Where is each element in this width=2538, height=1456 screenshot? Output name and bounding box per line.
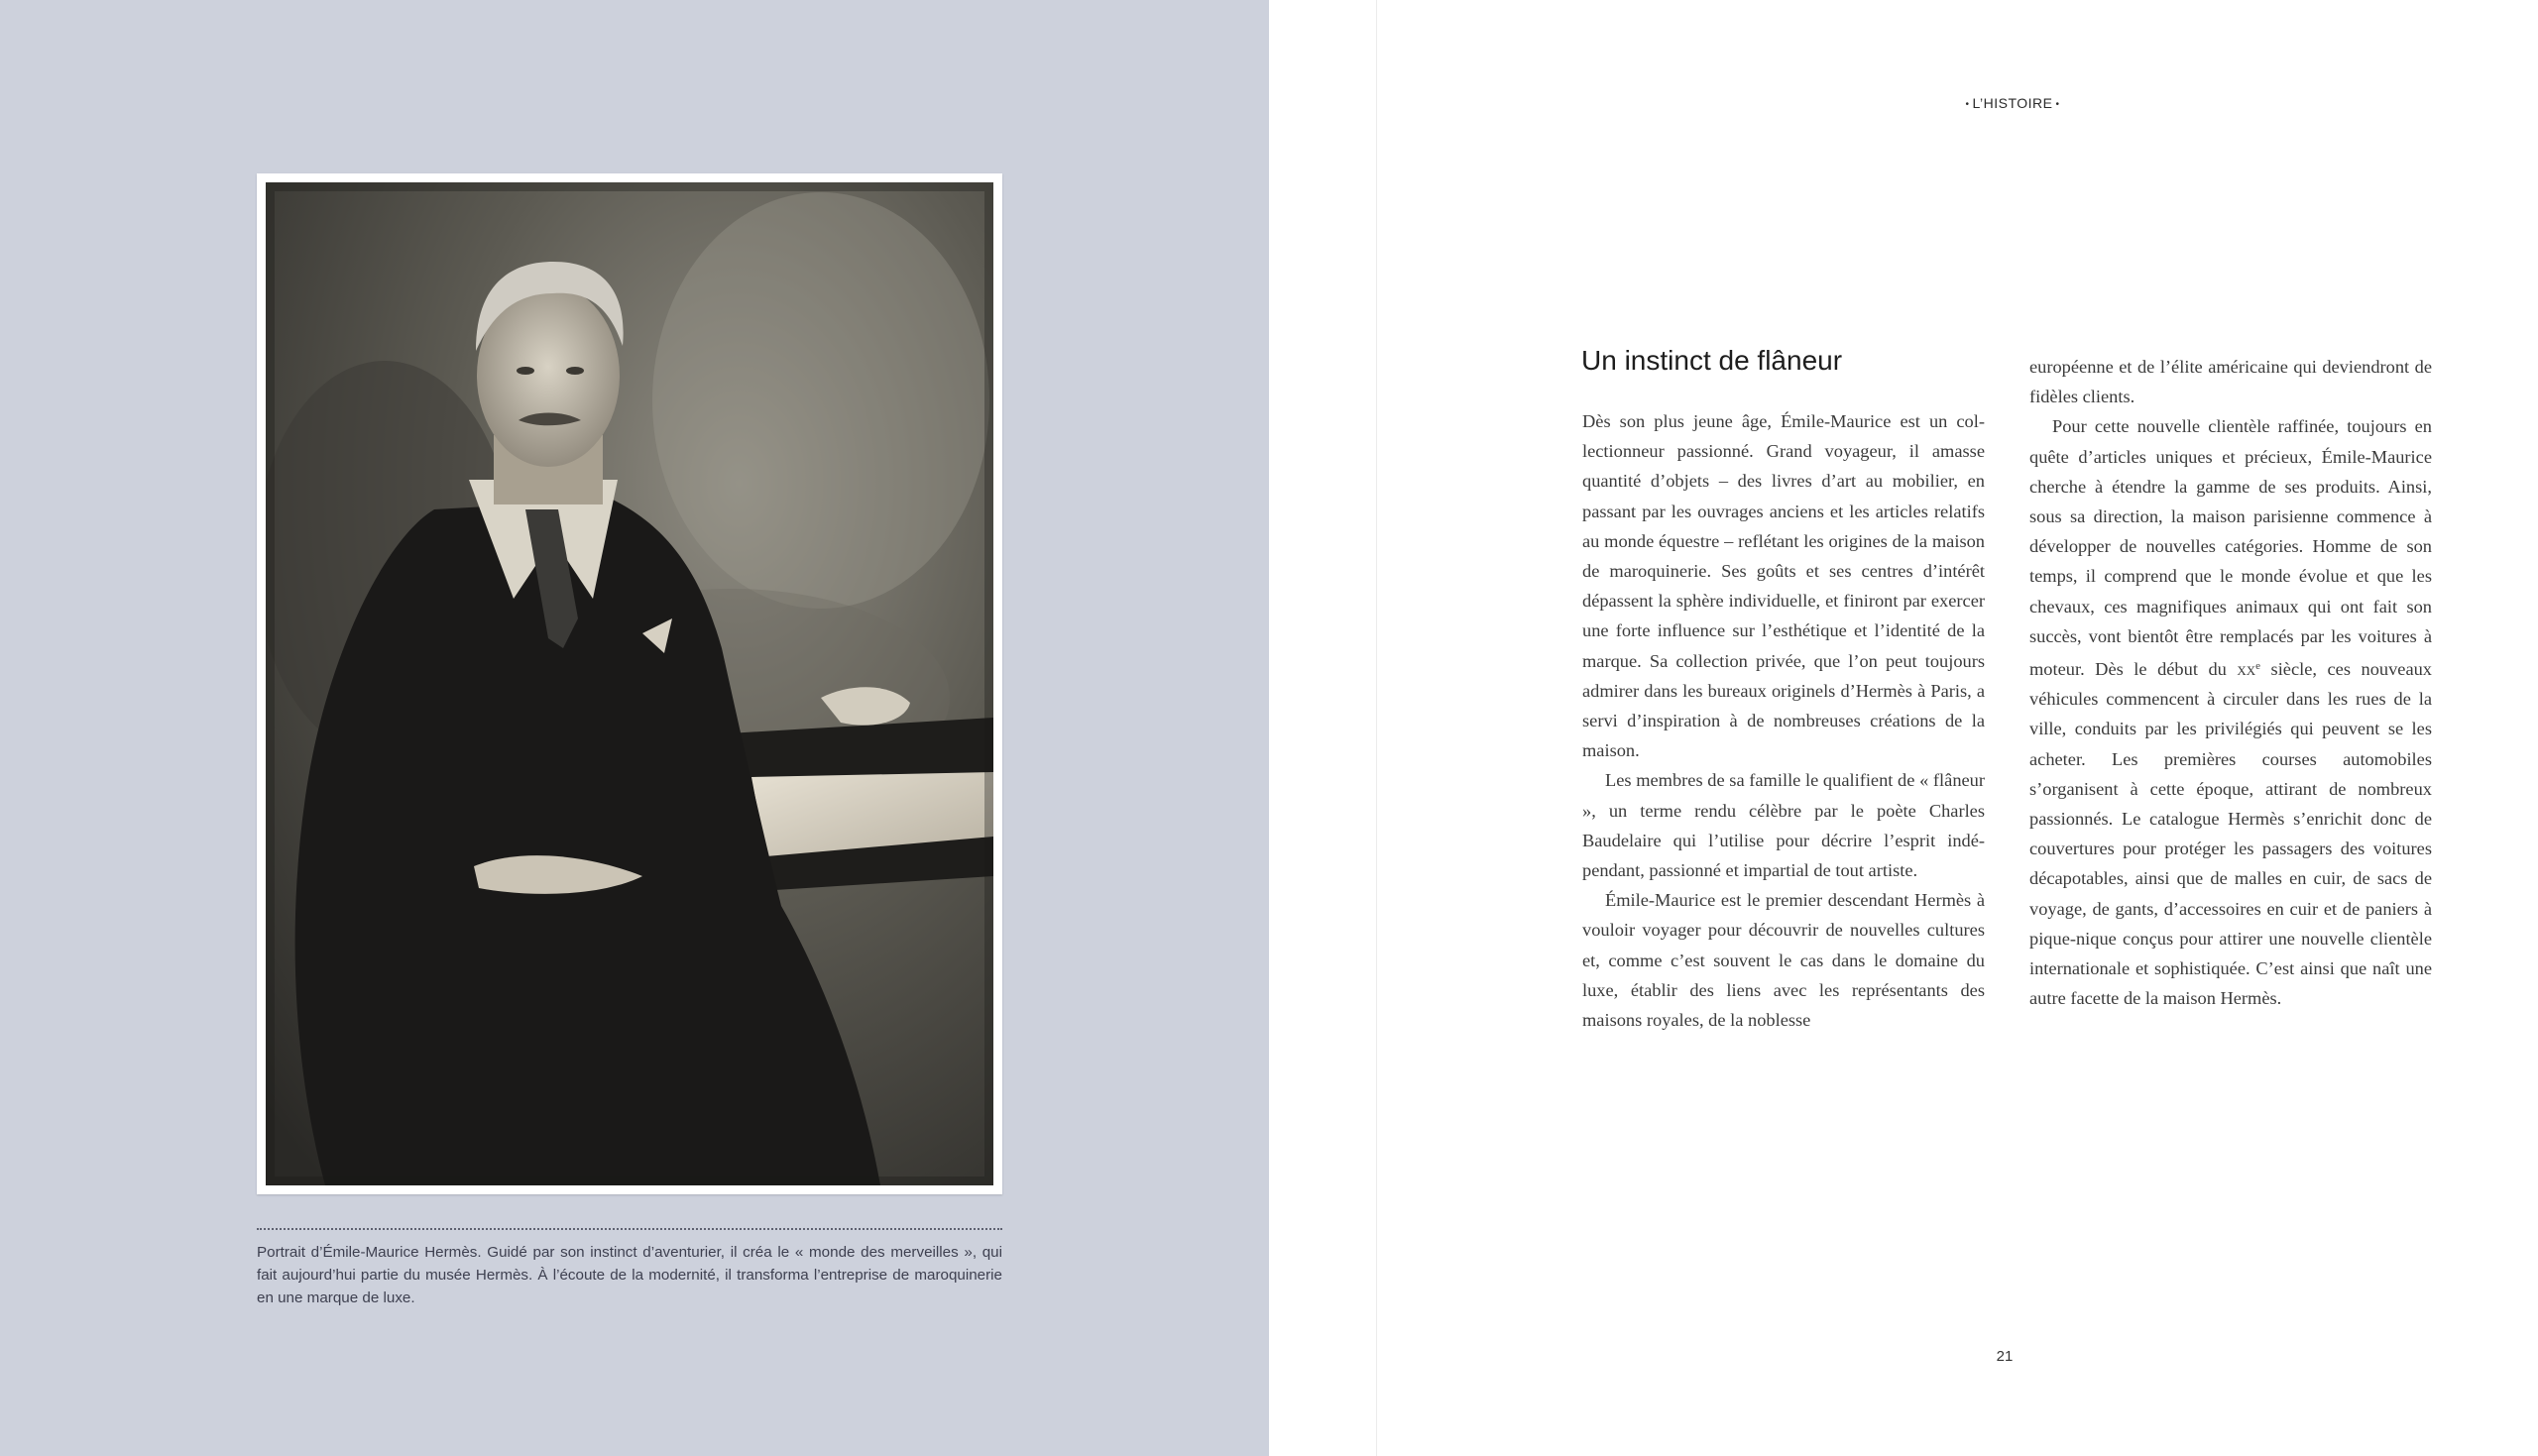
portrait-illustration <box>266 182 993 1185</box>
page-number: 21 <box>1996 1348 2014 1365</box>
paragraph: européenne et de l’élite américaine qui deviendront de fidèles clients. <box>2029 357 2432 407</box>
photo-caption: Portrait d’Émile-Maurice Hermès. Guidé par son instinct d’aventurier, il créa le « monde des merveilles », qui fait aujourd’hui partie du musée Hermès. À l’écoute de la modernité, il transforma l’entreprise de maroquinerie en une marque de luxe. <box>257 1244 1002 1306</box>
paragraph: Dès son plus jeune âge, Émile-Maurice est un collectionneur passionné. Grand voyageur, il amasse quantité d’objets – des livres d’art au mobilier, en passant par les ouvrages anciens et les articles relatifs au monde équestre – reflétant les origines de la maison de maroquinerie. Ses goûts et ses centres d’intérêt dépassent la sphère individuelle, et finiront par exercer une forte influence sur l’esthétique et l’identité de la marque. Sa collection privée, que l’on peut toujours admirer dans les bureaux originels d’Hermès à Paris, a servi d’inspiration à de nombreuses créations de la maison. <box>1582 411 1985 761</box>
portrait-photo-frame <box>257 173 1002 1194</box>
paragraph-part: siècle, ces nouveaux véhicules commencent à circuler dans les rues de la ville, conduits par les privilégiés qui peuvent se les acheter. Les premières courses automobiles s’organisent à cette époque, attirant de nombreux passionnés. Le catalogue Hermès s’enrichit donc de couvertures pour protéger les passagers des voitures décapotables, ainsi que de malles en cuir, de sacs de voyage, de gants, d’accessoires en cuir et de paniers à pique-nique conçus pour attirer une nouvelle clientèle internationale et sophistiquée. C’est ainsi que naît une autre facette de la maison Hermès. <box>2029 659 2433 1009</box>
paragraph: Émile-Maurice est le premier descendant Hermès à vouloir voyager pour découvrir de nouvelles cultures et, comme c’est souvent le cas dans le domaine du luxe, établir des liens avec les représentants des maisons royales, de la noblesse <box>1582 890 1985 1031</box>
paragraph: Les membres de sa famille le qualifient de « flâneur », un terme rendu célèbre par le poète Charles Baudelaire qui l’utilise pour décrire l’esprit indépendant, passionné et impartial de tout artiste. <box>1582 770 1985 881</box>
section-label <box>1864 95 2161 111</box>
page-gutter-line <box>1376 0 1377 1456</box>
portrait-photo <box>266 182 993 1185</box>
section-label-text: L’HISTOIRE <box>1972 95 2053 111</box>
caption-divider <box>257 1228 1002 1230</box>
text-column-2 <box>2029 352 2432 1013</box>
bullet-icon: • <box>1965 99 1970 110</box>
paragraph <box>2029 411 2432 1013</box>
century-numeral: xx <box>2237 659 2256 680</box>
superscript: e <box>2255 660 2261 673</box>
text-column-1 <box>1582 406 1985 1035</box>
bullet-icon: • <box>2055 99 2060 110</box>
chapter-heading: Un instinct de flâneur <box>1581 345 1843 376</box>
paragraph-part: Pour cette nouvelle clientèle raffinée, toujours en quête d’articles uniques et précieux, Émile-Maurice cherche à étendre la gamme de ses produits. Ainsi, sous sa direction, la maison parisienne commence à développer de nouvelles catégories. Homme de son temps, il comprend que le monde évolue et que les chevaux, ces magnifiques animaux qui ont fait son succès, vont bientôt être remplacés par les voitures à moteur. Dès le début du <box>2029 416 2432 680</box>
